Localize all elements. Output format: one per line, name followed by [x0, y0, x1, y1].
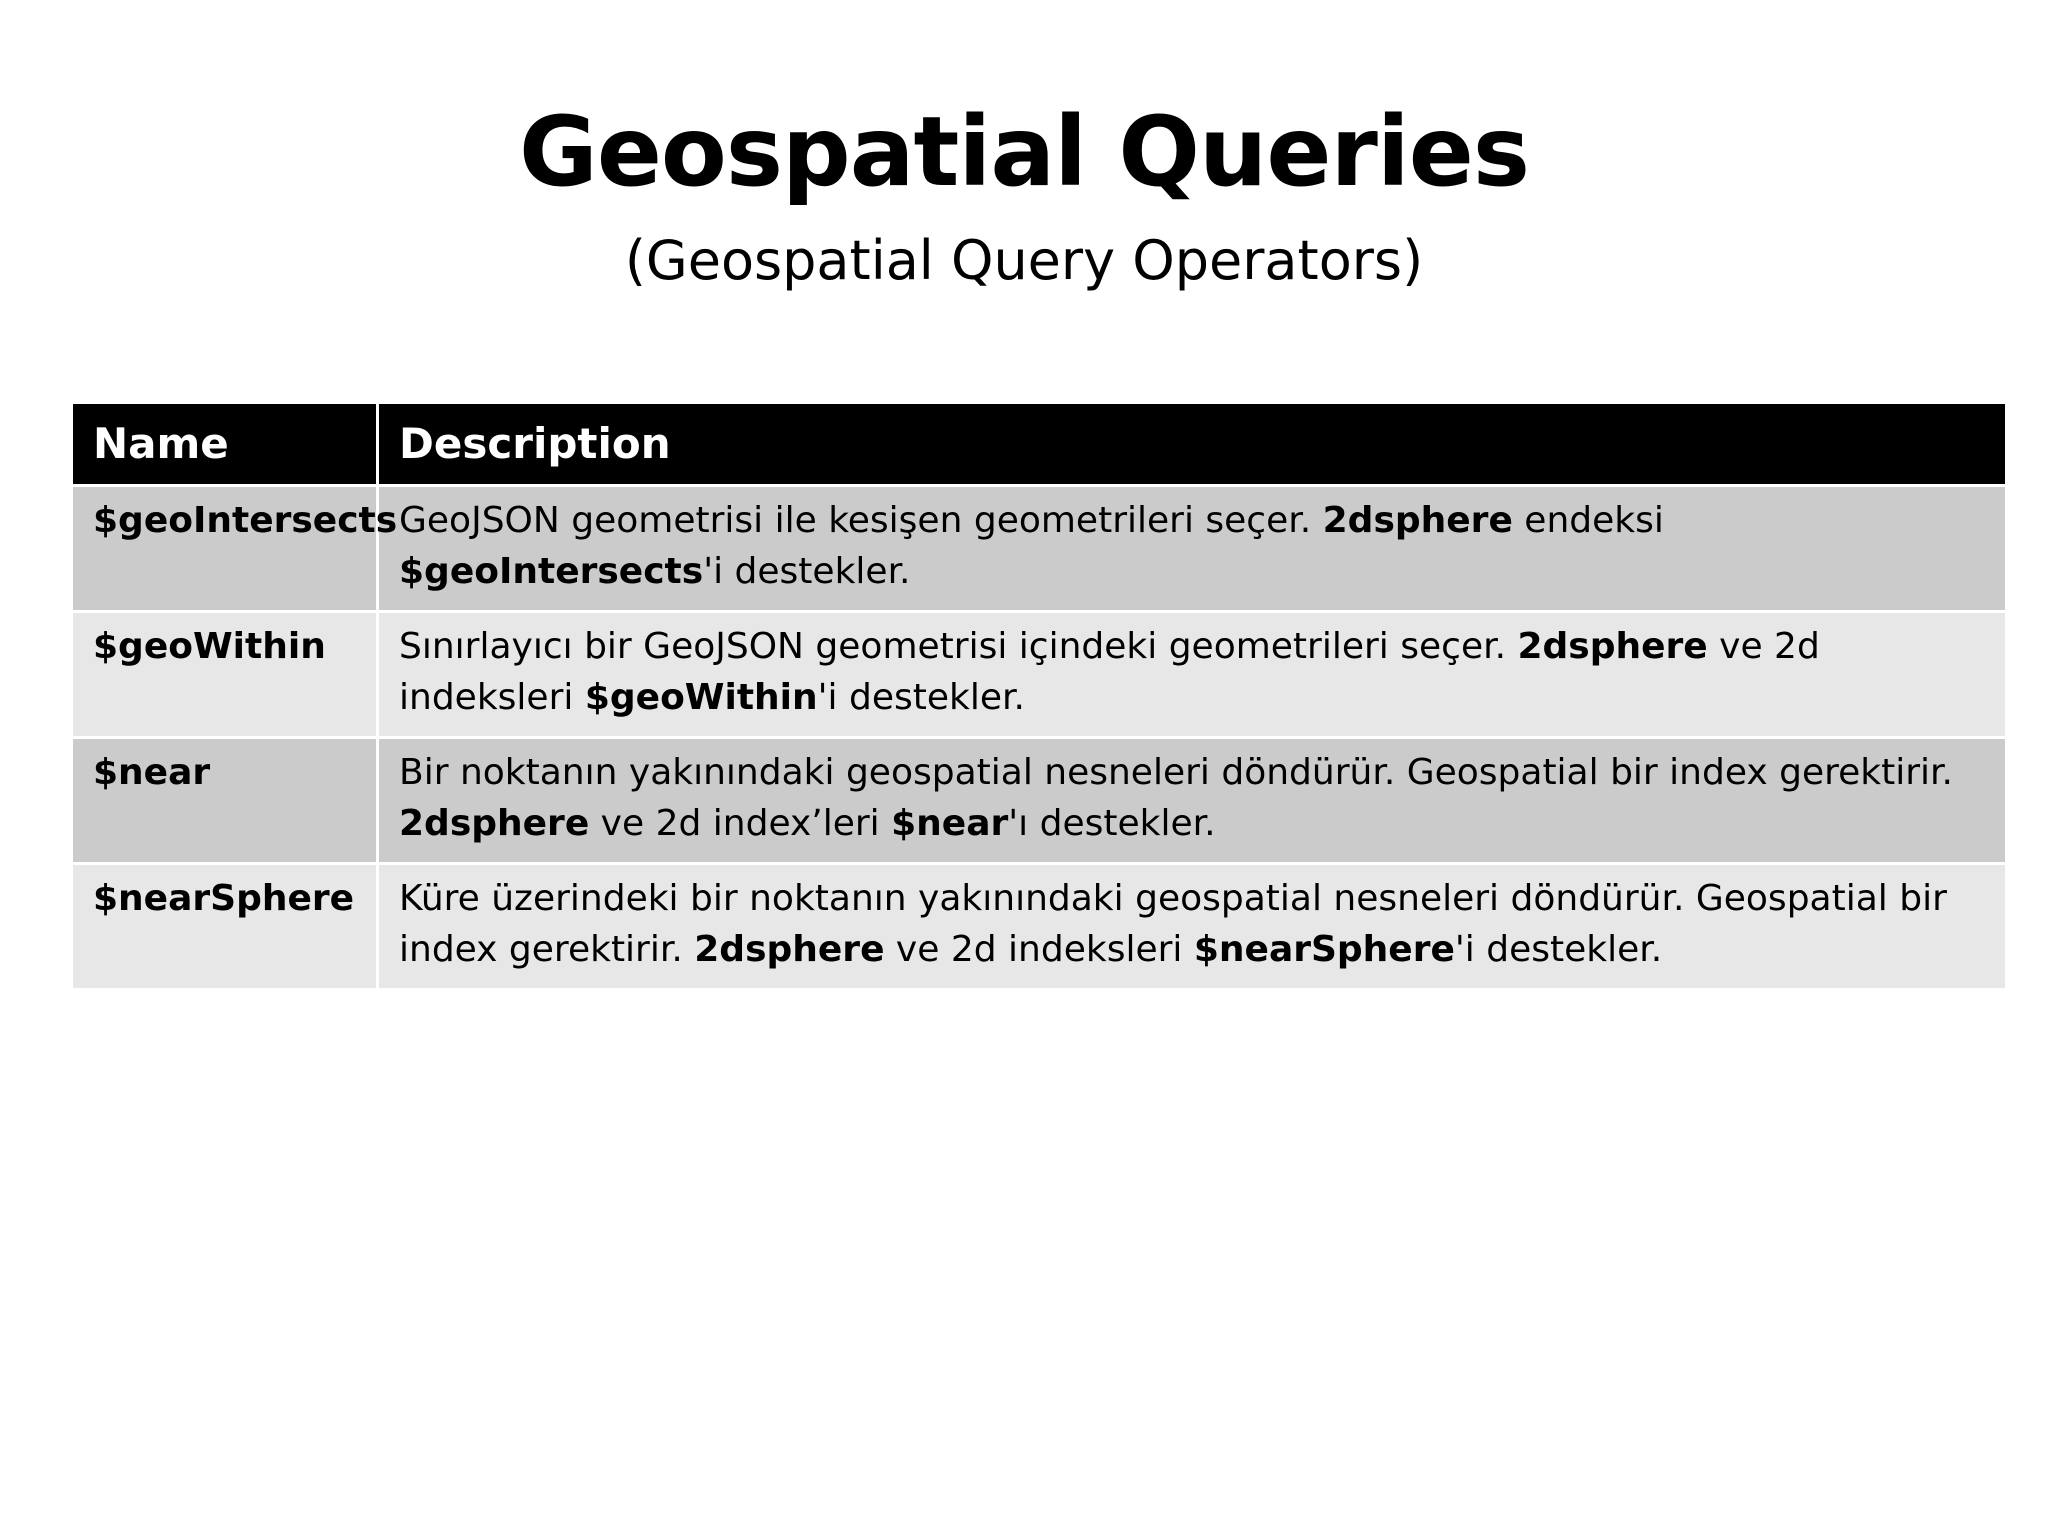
header-description: Description — [378, 403, 2007, 486]
description-text: ve 2d index’leri — [589, 803, 892, 844]
slide-title: Geospatial Queries — [519, 96, 1529, 208]
description-text: GeoJSON geometrisi ile kesişen geometrileri seçer. — [399, 500, 1323, 541]
description-text: Bir noktanın yakınındaki geospatial nesneleri döndürür. Geospatial bir index gerektirir. — [399, 752, 1953, 793]
description-text: 'i destekler. — [1454, 929, 1663, 970]
description-bold-operator: $near — [891, 803, 1009, 844]
description-text: endeksi — [1512, 500, 1664, 541]
slide-subtitle: (Geospatial Query Operators) — [624, 229, 1424, 292]
description-text: Küre üzerindeki bir noktanın yakınındaki geospatial nesneleri döndürür. Geospatial bir index gerektirir. — [399, 878, 1947, 970]
operator-description — [378, 864, 2007, 990]
operator-name: $nearSphere — [72, 864, 378, 990]
description-text: ve 2d indeksleri — [884, 929, 1194, 970]
table-row — [72, 486, 2007, 612]
table-row — [72, 612, 2007, 738]
description-bold-operator: $nearSphere — [1193, 929, 1455, 970]
table-row — [72, 864, 2007, 990]
description-text: ve 2d indeksleri — [399, 626, 1820, 718]
description-bold-index: 2dsphere — [694, 929, 885, 970]
table-header-row — [72, 403, 2007, 486]
description-text: 'i destekler. — [703, 551, 911, 592]
table-row — [72, 738, 2007, 864]
description-text: 'ı destekler. — [1008, 803, 1216, 844]
description-bold-operator: $geoWithin — [584, 677, 818, 718]
description-text: Sınırlayıcı bir GeoJSON geometrisi içindeki geometrileri seçer. — [399, 626, 1518, 667]
description-bold-index: 2dsphere — [1517, 626, 1708, 667]
operator-description — [378, 486, 2007, 612]
operator-name: $geoWithin — [72, 612, 378, 738]
description-bold-operator: $geoIntersects — [399, 551, 704, 592]
description-bold-index: 2dsphere — [1322, 500, 1513, 541]
description-text: 'i destekler. — [817, 677, 1025, 718]
description-bold-index: 2dsphere — [399, 803, 590, 844]
operator-description — [378, 612, 2007, 738]
operators-table — [70, 401, 2008, 991]
operator-name: $near — [72, 738, 378, 864]
header-name: Name — [72, 403, 378, 486]
operator-description — [378, 738, 2007, 864]
operator-name: $geoIntersects — [72, 486, 378, 612]
